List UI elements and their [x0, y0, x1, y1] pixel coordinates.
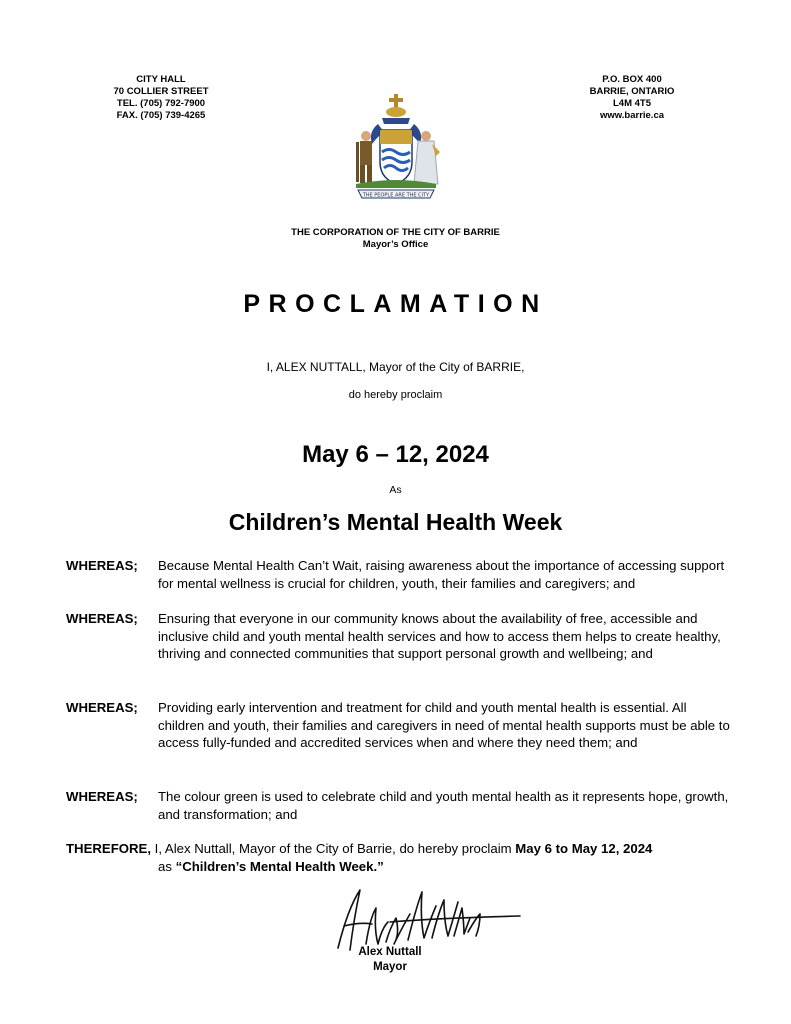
proclaimer-line: I, ALEX NUTTALL, Mayor of the City of BARRIE,	[266, 360, 525, 374]
whereas-clause	[66, 699, 736, 752]
clause-keyword: WHEREAS;	[66, 558, 138, 573]
whereas-clause	[66, 788, 736, 823]
clause-text: Ensuring that everyone in our community knows about the availability of free, accessible and inclusive child and youth mental health services and how to access them helps to create healthy, thriving and connected communities that support personal growth and wellbeing; and	[158, 611, 721, 661]
clause-text: The colour green is used to celebrate child and youth mental health as it represents hope, growth, and transformation; and	[158, 789, 729, 822]
address-line: TEL. (705) 792-7900	[116, 98, 206, 109]
proclamation-dates: May 6 – 12, 2024	[302, 441, 489, 468]
therefore-keyword: THEREFORE,	[66, 841, 151, 856]
therefore-as: as	[158, 858, 172, 874]
mailing-address	[562, 74, 702, 122]
signatory-name: Alex Nuttall	[358, 946, 422, 958]
address-line: FAX. (705) 739-4265	[116, 110, 206, 121]
address-line: P.O. BOX 400	[602, 74, 662, 85]
proclaim-line: do hereby proclaim	[348, 389, 443, 401]
crest-motto: THE PEOPLE ARE THE CITY	[362, 192, 430, 199]
corporation-name: THE CORPORATION OF THE CITY OF BARRIE	[291, 227, 500, 238]
whereas-clause	[66, 557, 736, 592]
clause-text: Because Mental Health Can’t Wait, raising awareness about the importance of accessing support for mental wellness is crucial for children, youth, their families and caregivers; and	[158, 558, 725, 591]
office-name: Mayor’s Office	[362, 239, 429, 250]
as-label: As	[389, 484, 402, 496]
clause-keyword: WHEREAS;	[66, 700, 138, 715]
website-link[interactable]: www.barrie.ca	[599, 110, 665, 121]
signatory-block	[310, 945, 470, 975]
coat-of-arms-icon	[348, 92, 444, 206]
address-line: L4M 4T5	[612, 98, 651, 109]
clause-keyword: WHEREAS;	[66, 611, 138, 626]
proclamation-subject: Children’s Mental Health Week	[228, 509, 563, 535]
city-hall-address	[96, 74, 226, 122]
therefore-clause	[66, 840, 746, 875]
whereas-clause	[66, 610, 736, 663]
therefore-text: I, Alex Nuttall, Mayor of the City of Barrie, do hereby proclaim	[154, 841, 512, 856]
therefore-dates: May 6 to May 12, 2024	[515, 841, 653, 856]
signatory-title: Mayor	[373, 961, 407, 973]
address-line: 70 COLLIER STREET	[113, 86, 209, 97]
address-line: CITY HALL	[136, 74, 186, 85]
therefore-week: “Children’s Mental Health Week.”	[175, 858, 384, 874]
corporation-header	[0, 227, 791, 251]
clause-keyword: WHEREAS;	[66, 789, 138, 804]
clause-text: Providing early intervention and treatment for child and youth mental health is essential. All children and youth, their families and caregivers in need of mental health supports must be able to access fully-funded and accredited services when and where they need them; and	[158, 700, 730, 750]
address-line: BARRIE, ONTARIO	[589, 86, 675, 97]
page-title: PROCLAMATION	[243, 290, 548, 318]
